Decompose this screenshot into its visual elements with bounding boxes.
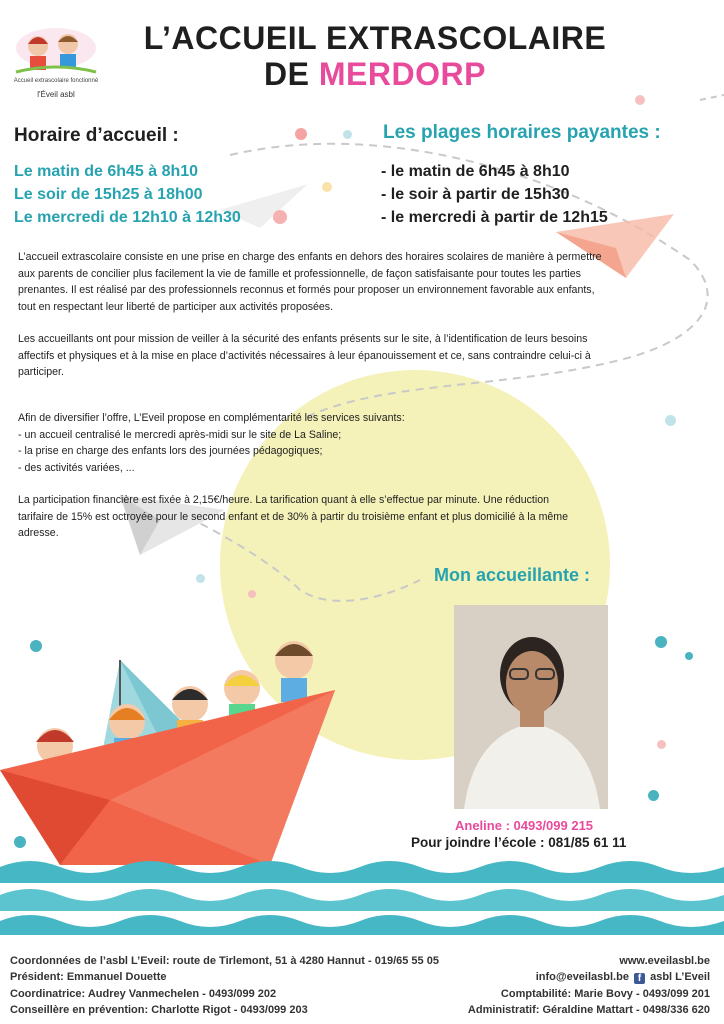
dot-decoration (657, 740, 666, 749)
page-title-line2 (110, 56, 640, 93)
text-line: prenantes. Il est réalisé par des professionnels reconnus et formés pour proposer un environnement favorable aux enfants, (18, 284, 595, 296)
title-highlight: MERDORP (318, 56, 486, 92)
plages-item: - le matin de 6h45 à 8h10 (381, 163, 570, 180)
text-line: tarifaire de 15% est octroyée pour le second enfant et de 30% à partir du troisième enfant et plus domicilié à la même (18, 510, 569, 523)
dot-decoration (635, 95, 645, 105)
plages-item: - le soir à partir de 15h30 (381, 186, 570, 203)
horaire-item: Le soir de 15h25 à 18h00 (14, 186, 203, 203)
logo (8, 22, 104, 102)
title-prefix: DE (264, 56, 310, 92)
text-line: Les accueillants ont pour mission de veiller à la sécurité des enfants présents sur le site, à l’identification de leurs besoins (18, 333, 588, 345)
footer-coordinatrice: Coordinatrice: Audrey Vanmechelen - 0493/099 202 (10, 988, 277, 1000)
footer-email-facebook (536, 971, 710, 984)
text-line: - des activités variées, ... (18, 461, 135, 474)
dot-decoration (685, 652, 693, 660)
footer-conseillere: Conseillère en prévention: Charlotte Rigot - 0493/099 203 (10, 1004, 308, 1016)
dot-decoration (295, 128, 307, 140)
plages-item: - le mercredi à partir de 12h15 (381, 209, 608, 226)
logo-name: l'Éveil asbl (37, 90, 75, 99)
waves-decoration (0, 855, 724, 935)
footer-address: Coordonnées de l’asbl L’Eveil: route de Tirlemont, 51 à 4280 Hannut - 019/65 55 05 (10, 955, 439, 967)
logo-children-icon (8, 22, 104, 78)
accueillante-heading: Mon accueillante : (434, 565, 591, 585)
boat-with-children-illustration (0, 630, 345, 870)
text-line: tout en respectant leur liberté de participer aux activités proposées. (18, 300, 334, 313)
dot-decoration (273, 210, 287, 224)
paragraph-services (18, 410, 710, 476)
facebook-icon: f (634, 973, 645, 984)
page-title-line1: L’ACCUEIL EXTRASCOLAIRE (143, 20, 607, 56)
text-line: - un accueil centralisé le mercredi après-midi sur le site de La Saline; (18, 428, 342, 441)
dot-decoration (655, 636, 667, 648)
text-line: - la prise en charge des enfants lors des journées pédagogiques; (18, 445, 323, 457)
footer (0, 940, 724, 1024)
plages-heading: Les plages horaires payantes : (383, 122, 661, 143)
paragraph-mission (18, 331, 710, 381)
school-contact: Pour joindre l’école : 081/85 61 11 (411, 835, 627, 850)
accueillante-contact: Aneline : 0493/099 215 (455, 818, 594, 833)
text-line: Afin de diversifier l’offre, L’Eveil propose en complémentarité les services suivants: (18, 412, 405, 424)
horaire-item: Le mercredi de 12h10 à 12h30 (14, 209, 241, 226)
text-line: adresse. (18, 527, 59, 539)
text-line: aux parents de concilier plus facilement la vie de famille et professionnelle, de façon satisfaisante pour toutes les parties (18, 267, 581, 280)
text-line: La participation financière est fixée à 2,15€/heure. La tarification quant à elle s’effectue par minute. Une réduction (18, 494, 550, 506)
text-line: L’accueil extrascolaire consiste en une prise en charge des enfants en dehors des horaires scolaires de manière à permettre (18, 251, 602, 263)
email-link[interactable]: info@eveilasbl.be (535, 971, 629, 983)
facebook-link[interactable]: asbl L’Eveil (650, 971, 710, 983)
text-line: affectifs et physiques et à la mise en place d’activités nécessaires à leur épanouissement et ce, sans contraindre celui-ci à (18, 349, 591, 362)
logo-caption: Accueil extrascolaire fonctionné (13, 78, 99, 84)
website-link[interactable]: www.eveilasbl.be (619, 955, 710, 967)
dot-decoration (196, 574, 205, 583)
horaire-item: Le matin de 6h45 à 8h10 (14, 163, 199, 180)
accueillante-photo (454, 605, 608, 809)
dot-decoration (248, 590, 256, 598)
text-line: participer. (18, 366, 64, 378)
horaire-heading: Horaire d’accueil : (14, 125, 179, 146)
dot-decoration (343, 130, 352, 139)
footer-administratif: Administratif: Géraldine Mattart - 0498/336 620 (467, 1004, 710, 1016)
footer-comptabilite: Comptabilité: Marie Bovy - 0493/099 201 (500, 988, 710, 1000)
paragraph-intro (18, 249, 710, 315)
dot-decoration (648, 790, 659, 801)
paragraph-tarifs (18, 492, 710, 542)
footer-president: Président: Emmanuel Douette (10, 971, 167, 983)
dot-decoration (322, 182, 332, 192)
